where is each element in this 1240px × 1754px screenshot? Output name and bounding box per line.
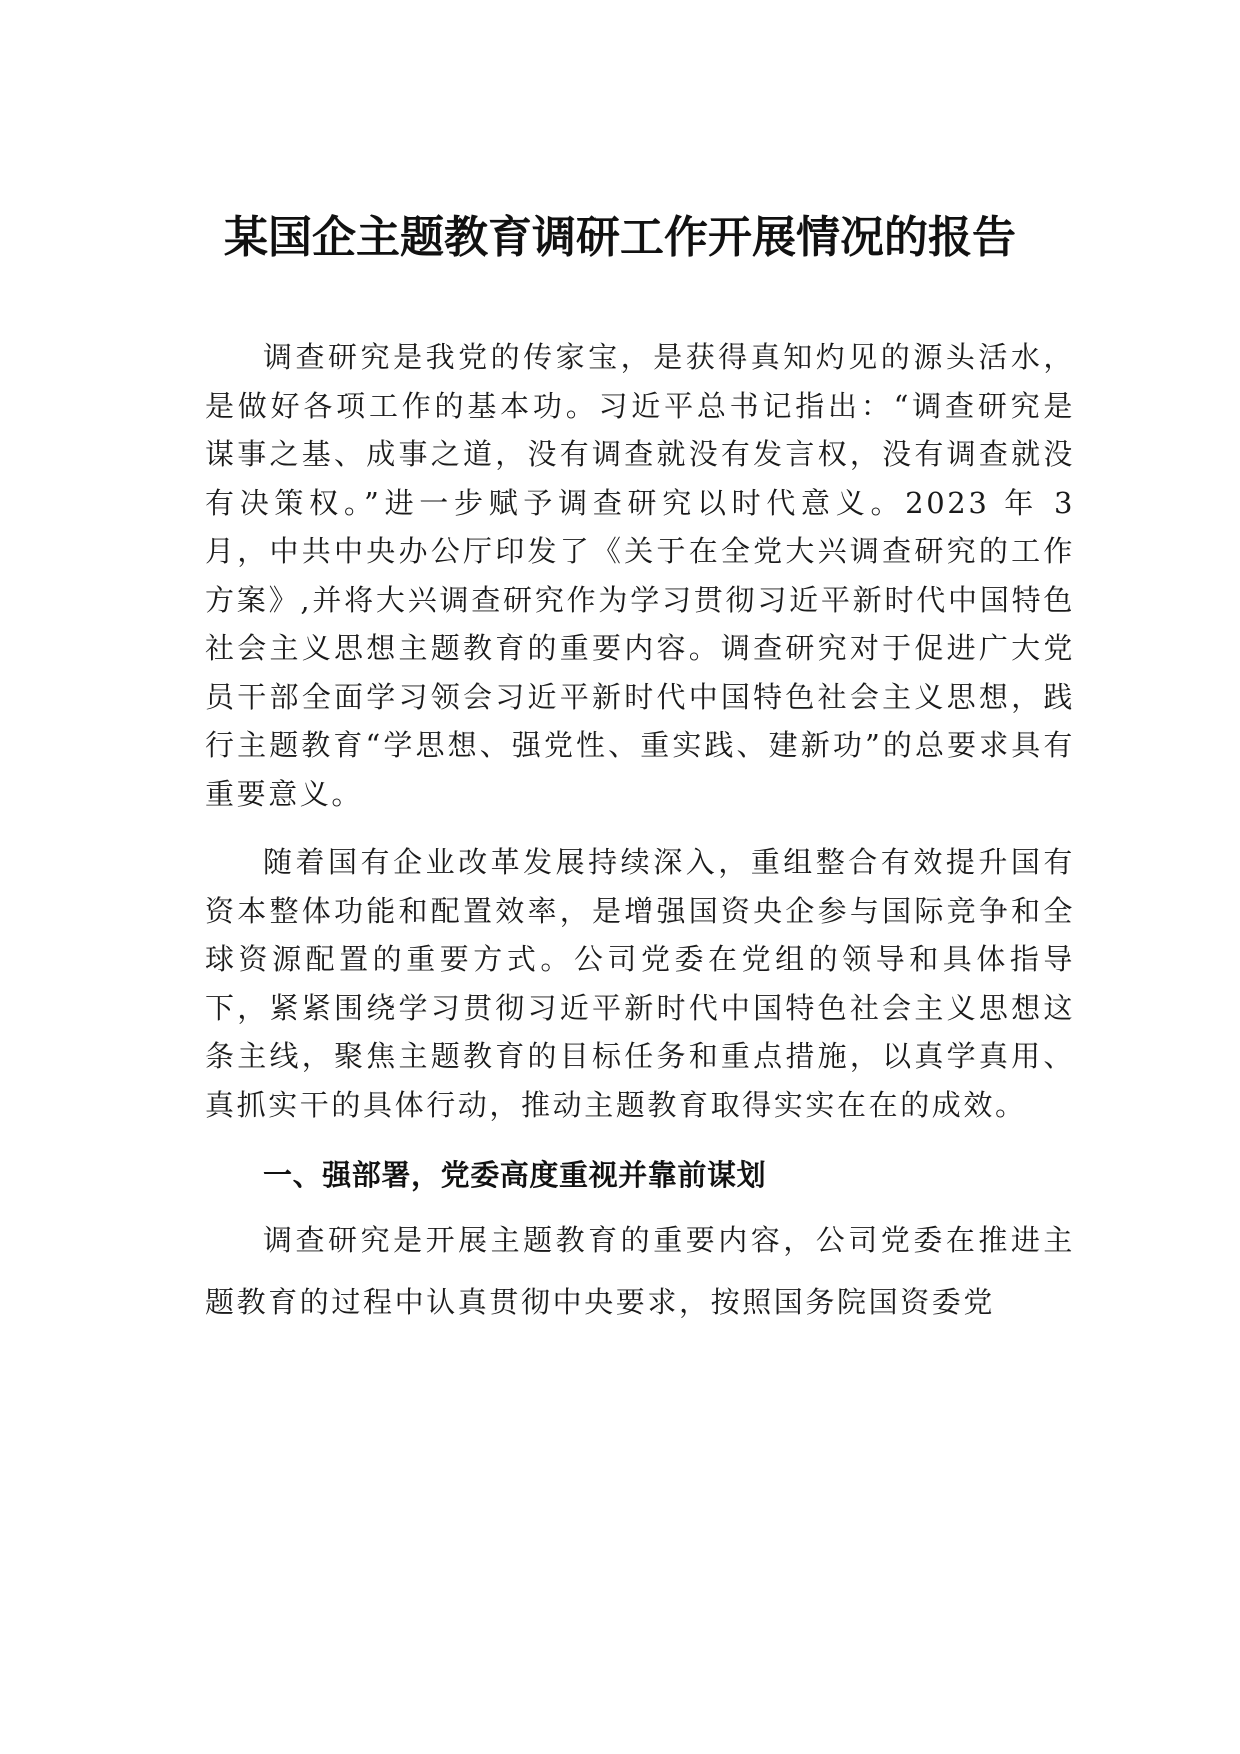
document-body [205,333,1075,1353]
context-paragraph: 随着国有企业改革发展持续深入，重组整合有效提升国有资本整体功能和配置效率，是增强国资央企参与国际竞争和全球资源配置的重要方式。公司党委在党组的领导和具体指导下，紧紧围绕学习贯彻习近平新时代中国特色社会主义思想这条主线，聚焦主题教育的目标任务和重点措施，以真学真用、真抓实干的具体行动，推动主题教育取得实实在在的成效。 [205,845,1075,1122]
document-title: 某国企主题教育调研工作开展情况的报告 [224,212,1016,263]
section-paragraph: 调查研究是开展主题教育的重要内容，公司党委在推进主题教育的过程中认真贯彻中央要求，按照国务院国资委党 [205,1223,1075,1319]
section-heading: 一、强部署，党委高度重视并靠前谋划 [263,1158,767,1192]
intro-paragraph: 调查研究是我党的传家宝，是获得真知灼见的源头活水，是做好各项工作的基本功。习近平总书记指出：“调查研究是谋事之基、成事之道，没有调查就没有发言权，没有调查就没有决策权。”进一步赋予调查研究以时代意义。2023 年 3 月，中共中央办公厅印发了《关于在全党大兴调查研究的工作方案》,并将大兴调查研究作为学习贯彻习近平新时代中国特色社会主义思想主题教育的重要内容。调查研究对于促进广大党员干部全面学习领会习近平新时代中国特色社会主义思想，践行主题教育“学思想、强党性、重实践、建新功”的总要求具有重要意义。 [205,340,1075,811]
